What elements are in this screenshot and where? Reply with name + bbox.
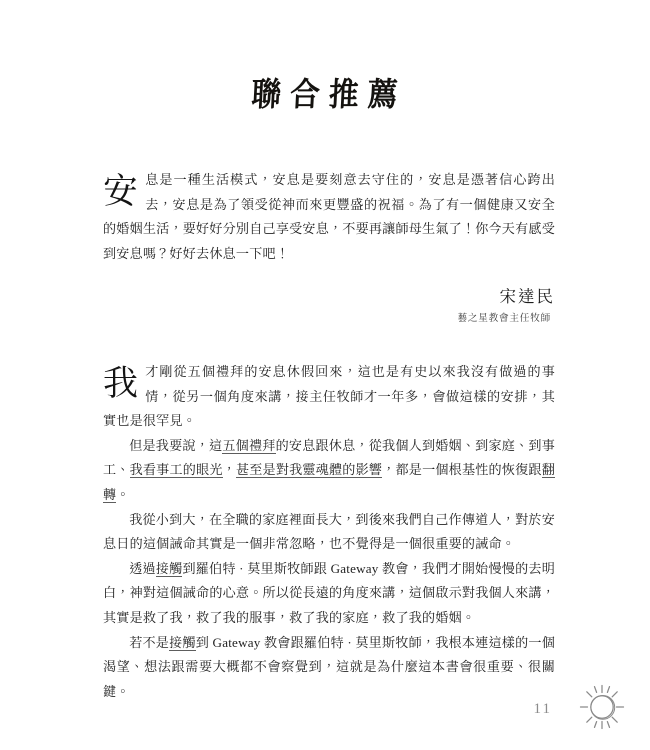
testimonial-1: [103, 168, 555, 266]
emphasis-underline: 接觸: [169, 634, 196, 650]
text-run: 的安息跟休息，從我個人到婚姻、到家庭、到事工、: [103, 437, 555, 478]
text-run: 我從小到大，在全職的家庭裡面長大，到後來我們自己作傳道人，對於安息日的這個誡命其實是一個非常忽略，也不覺得是一個很重要的誡命。: [103, 511, 555, 552]
paragraph: [103, 557, 555, 631]
text-run: 但是我要說，這: [129, 437, 223, 453]
signature-name: 宋達民: [499, 287, 555, 306]
dropcap-initial: 安: [103, 172, 139, 211]
page-title-text: 聯合推薦: [250, 75, 409, 114]
text-run: 。: [116, 486, 130, 502]
page-title: [0, 72, 650, 113]
sun-icon: [574, 679, 630, 735]
emphasis-underline: 翻轉: [103, 462, 556, 502]
emphasis-underline: 甚至是對我靈魂體的影響: [235, 462, 383, 478]
emphasis-underline: 我看事工的眼光: [129, 462, 223, 478]
testimonial-1-text: 息是一種生活模式，安息是要刻意去守住的，安息是憑著信心跨出去，安息是為了領受從神而來更豐盛的祝福。為了有一個健康又安全的婚姻生活，要好好分別自己享受安息，不要再讓師母生氣了！你今天有感受到安息嗎？好好去休息一下吧！: [103, 172, 555, 261]
text-run: 到 Gateway 教會跟羅伯特 · 莫里斯牧師，我根本連這樣的一個渴望、想法跟需要大概都不會察覺到，這就是為什麼這本書會很重要、很關鍵。: [103, 634, 555, 699]
text-run: 才剛從五個禮拜的安息休假回來，這也是有史以來我沒有做過的事情，從另一個角度來講，接主任牧師才一年多，會做這樣的安排，其實也是很罕見。: [103, 364, 555, 429]
paragraph: [103, 508, 555, 557]
text-run: 到羅伯特 · 莫里斯牧師跟 Gateway 教會，我們才開始慢慢的去明白，神對這個誡命的心意。所以從長遠的角度來講，這個啟示對我個人來講，其實是救了我，救了我的服事，救了我的家庭，救了我的婚姻。: [103, 560, 555, 625]
dropcap-initial: 我: [103, 364, 139, 403]
text-run: 透過: [129, 560, 156, 576]
paragraph: [103, 360, 555, 434]
text-run: 若不是: [129, 634, 170, 650]
testimonial-1-signature: [103, 286, 555, 327]
signature-role: 藝之星教會主任牧師: [457, 313, 551, 324]
text-run: ，: [222, 462, 236, 478]
paragraph: [103, 434, 555, 508]
page-footer: [534, 676, 630, 738]
emphasis-underline: 接觸: [155, 560, 183, 576]
paragraph: [103, 631, 555, 705]
testimonial-2: [103, 360, 555, 704]
testimonial-1-body: [103, 168, 555, 266]
emphasis-underline: 五個禮拜: [222, 437, 276, 453]
testimonial-2-body: [103, 360, 555, 704]
text-run: ，都是一個根基性的恢復跟: [382, 462, 542, 478]
page-number: 11: [533, 700, 552, 717]
